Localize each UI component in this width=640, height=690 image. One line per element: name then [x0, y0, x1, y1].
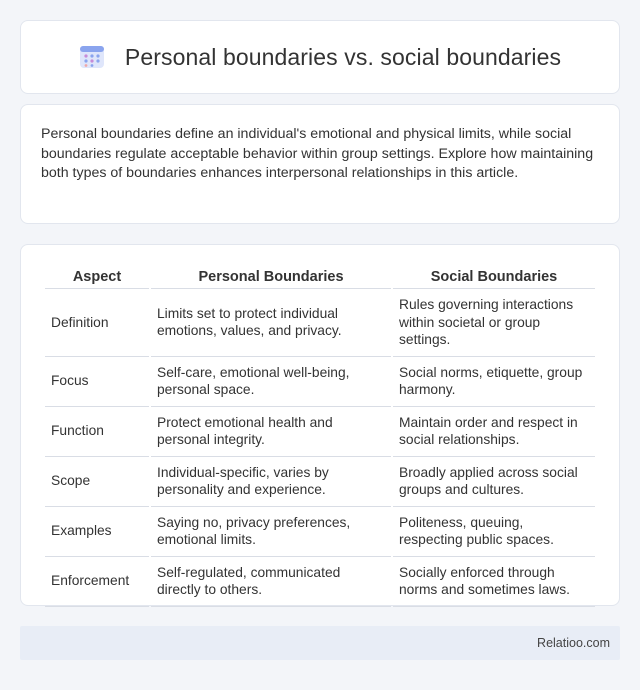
header-personal: Personal Boundaries [151, 263, 391, 289]
row-social: Social norms, etiquette, group harmony. [393, 357, 595, 407]
row-personal: Self-care, emotional well-being, personal space. [151, 357, 391, 407]
calendar-grid-icon [79, 44, 105, 70]
page-title: Personal boundaries vs. social boundaries [124, 43, 562, 70]
footer-brand[interactable]: Relatioo.com [537, 636, 610, 650]
row-social: Socially enforced through norms and sometimes laws. [393, 557, 595, 607]
row-aspect: Focus [45, 357, 149, 407]
row-aspect: Scope [45, 457, 149, 507]
row-aspect: Examples [45, 507, 149, 557]
row-personal: Limits set to protect individual emotions, values, and privacy. [151, 289, 391, 357]
row-social: Rules governing interactions within societal or group settings. [393, 289, 595, 357]
row-aspect: Function [45, 407, 149, 457]
table-header-row [45, 263, 595, 289]
table-row [45, 457, 595, 507]
row-social: Maintain order and respect in social relationships. [393, 407, 595, 457]
row-aspect: Enforcement [45, 557, 149, 607]
row-social: Broadly applied across social groups and cultures. [393, 457, 595, 507]
comparison-table [43, 263, 597, 607]
header-card [20, 20, 620, 94]
table-row [45, 557, 595, 607]
footer-bar [20, 626, 620, 660]
header-social: Social Boundaries [393, 263, 595, 289]
table-row [45, 407, 595, 457]
comparison-table-card [20, 244, 620, 606]
intro-card [20, 104, 620, 224]
row-personal: Self-regulated, communicated directly to others. [151, 557, 391, 607]
table-row [45, 357, 595, 407]
table-row [45, 289, 595, 357]
intro-text: Personal boundaries define an individual's emotional and physical limits, while social boundaries regulate acceptable behavior within group settings. Explore how maintaining both types of boundaries enhances interpersonal relationships in this article. [41, 126, 594, 181]
row-personal: Individual-specific, varies by personality and experience. [151, 457, 391, 507]
header-aspect: Aspect [45, 263, 149, 289]
table-row [45, 507, 595, 557]
row-social: Politeness, queuing, respecting public spaces. [393, 507, 595, 557]
row-aspect: Definition [45, 289, 149, 357]
row-personal: Protect emotional health and personal integrity. [151, 407, 391, 457]
row-personal: Saying no, privacy preferences, emotional limits. [151, 507, 391, 557]
